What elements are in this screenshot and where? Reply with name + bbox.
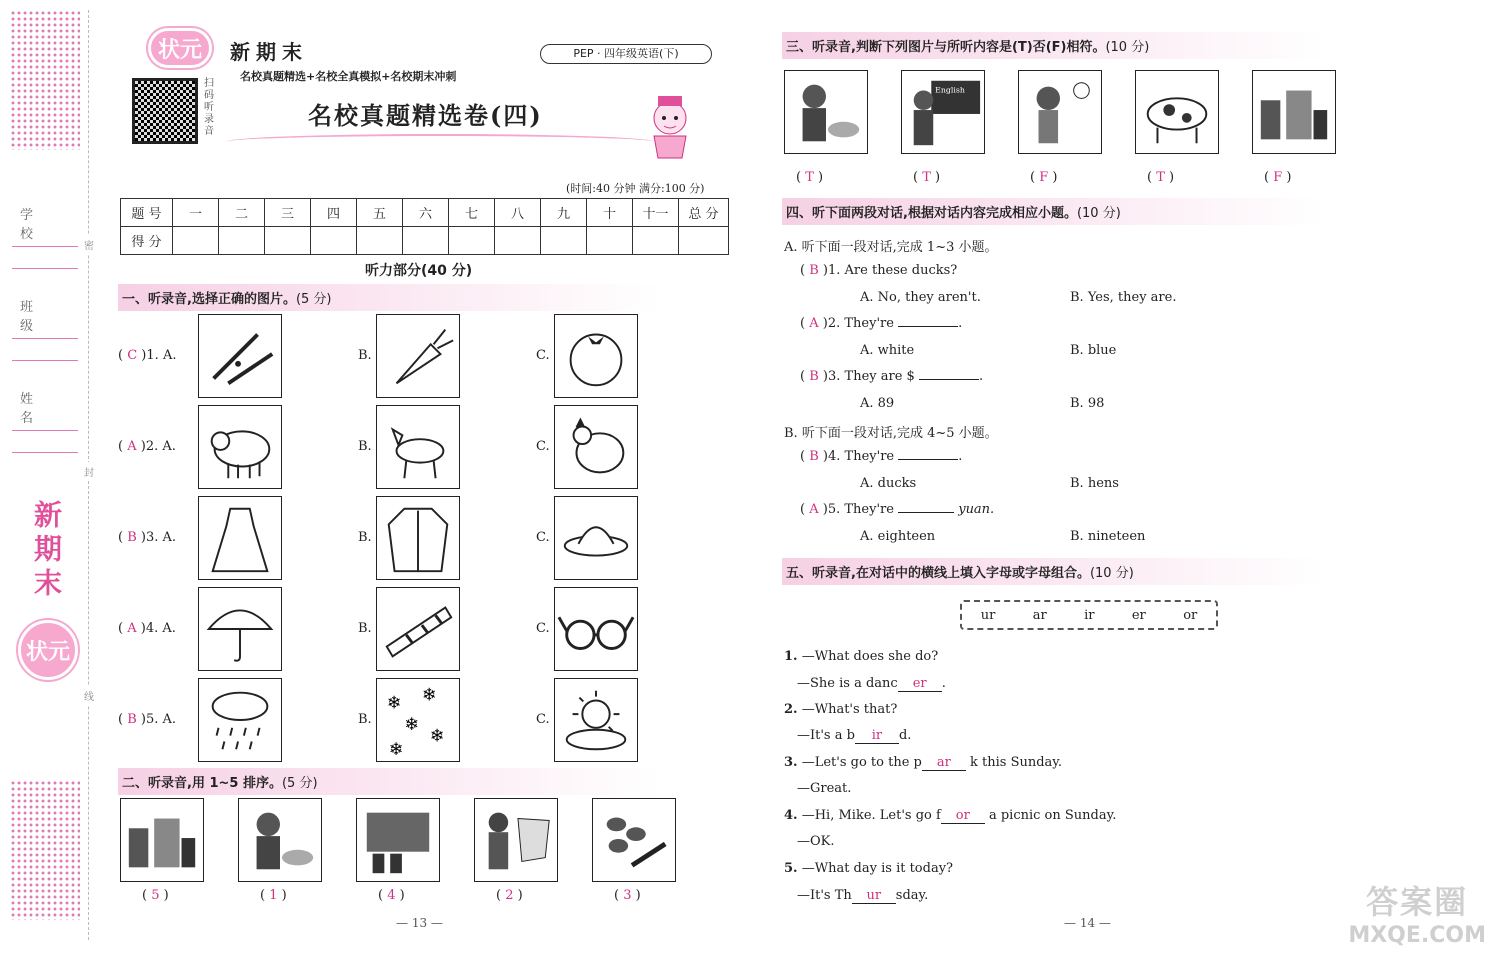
option-label: B. bbox=[358, 439, 372, 454]
sec3-picture-5[interactable] bbox=[1252, 70, 1336, 154]
decor-dots-top bbox=[10, 10, 80, 150]
seal-mark-1: 密 bbox=[84, 235, 94, 254]
sidebar-logo: 状元 bbox=[18, 620, 78, 680]
blank-5: ur bbox=[852, 888, 896, 904]
subject-tag: PEP · 四年级英语(下) bbox=[540, 44, 712, 64]
sec1-question-1[interactable]: ( C )1. A. bbox=[118, 348, 177, 363]
sec5-header bbox=[782, 558, 1384, 585]
snowy-icon[interactable] bbox=[376, 678, 460, 762]
sec4-q5-b[interactable]: B. nineteen bbox=[1070, 529, 1146, 544]
name-label: 姓 名 bbox=[12, 384, 78, 431]
sec5-item3-reply: —Great. bbox=[797, 781, 852, 796]
carrot-vegetables-icon[interactable] bbox=[198, 314, 282, 398]
sec1-title: 一、听录音,选择正确的图片。 bbox=[122, 292, 296, 307]
sec4-header bbox=[782, 198, 1384, 225]
seal-mark-2: 封 bbox=[84, 462, 94, 481]
paper-title: 名校真题精选卷(四) bbox=[308, 101, 543, 130]
score-head-11: 十一 bbox=[633, 199, 679, 227]
sec4-q4-a[interactable]: A. ducks bbox=[860, 476, 917, 491]
sec4-title: 四、听下面两段对话,根据对话内容完成相应小题。 bbox=[786, 206, 1077, 221]
sec1-header bbox=[118, 284, 720, 311]
option-label: B. bbox=[358, 712, 372, 727]
carrot-icon[interactable] bbox=[376, 314, 460, 398]
title-swoosh bbox=[225, 134, 655, 150]
letter-bank bbox=[960, 600, 1218, 630]
goat-icon[interactable] bbox=[376, 405, 460, 489]
name-field[interactable] bbox=[12, 384, 78, 453]
option-label: C. bbox=[536, 530, 550, 545]
score-head-5: 五 bbox=[357, 199, 403, 227]
sec4-q1[interactable]: ( B )1. Are these ducks? bbox=[800, 263, 958, 278]
svg-text:❄: ❄ bbox=[421, 685, 437, 706]
mascot-icon bbox=[640, 90, 700, 160]
decor-dots-bottom bbox=[10, 780, 80, 920]
sheep-icon[interactable] bbox=[198, 405, 282, 489]
sec2-picture-4[interactable] bbox=[474, 798, 558, 882]
letter-option: ir bbox=[1084, 607, 1095, 623]
hen-icon[interactable] bbox=[554, 405, 638, 489]
listening-header: 听力部分(40 分) bbox=[365, 263, 473, 279]
rainy-icon[interactable] bbox=[198, 678, 282, 762]
score-head-3: 三 bbox=[265, 199, 311, 227]
sec4-q3[interactable]: ( B )3. They are $ . bbox=[800, 369, 984, 384]
qr-code[interactable] bbox=[132, 78, 198, 144]
class-field[interactable] bbox=[12, 292, 78, 361]
scarf-icon[interactable] bbox=[376, 587, 460, 671]
sec4-q4[interactable]: ( B )4. They're . bbox=[800, 449, 963, 464]
vertical-series-title: 新期末 bbox=[30, 500, 63, 602]
score-head-4: 四 bbox=[311, 199, 357, 227]
series-title: 新期末 bbox=[230, 40, 308, 64]
score-head-12: 总 分 bbox=[679, 199, 729, 227]
sec5-item2-q: 2. —What's that? bbox=[784, 702, 898, 717]
sec2-answer-5[interactable]: ( 3 ) bbox=[614, 888, 641, 903]
blank-3: ar bbox=[922, 755, 966, 771]
sec3-title: 三、听录音,判断下列图片与所听内容是(T)否(F)相符。 bbox=[786, 40, 1106, 55]
option-label: B. bbox=[358, 348, 372, 363]
sec2-answer-2[interactable]: ( 1 ) bbox=[260, 888, 287, 903]
class-label: 班 级 bbox=[12, 292, 78, 339]
score-table bbox=[120, 198, 729, 255]
sec5-points: (10 分) bbox=[1089, 566, 1134, 581]
score-head-7: 七 bbox=[449, 199, 495, 227]
subtitle-line: 名校真题精选+名校全真模拟+名校期末冲刺 bbox=[240, 70, 457, 83]
score-head-10: 十 bbox=[587, 199, 633, 227]
score-head-0: 题 号 bbox=[121, 199, 173, 227]
sec3-answer-5[interactable]: ( F ) bbox=[1264, 170, 1292, 185]
sec2-picture-3[interactable] bbox=[356, 798, 440, 882]
score-head-8: 八 bbox=[495, 199, 541, 227]
sec3-answer-3[interactable]: ( F ) bbox=[1030, 170, 1058, 185]
sec1-points: (5 分) bbox=[295, 292, 332, 307]
sec4-part-a: A. 听下面一段对话,完成 1~3 小题。 bbox=[784, 240, 998, 255]
blank-2: ir bbox=[855, 728, 899, 744]
sec2-header bbox=[118, 768, 720, 795]
letter-option: or bbox=[1183, 607, 1198, 623]
sec3-answer-4[interactable]: ( T ) bbox=[1147, 170, 1175, 185]
option-label: C. bbox=[536, 712, 550, 727]
score-head-1: 一 bbox=[173, 199, 219, 227]
sec2-picture-5[interactable] bbox=[592, 798, 676, 882]
sec1-question-3[interactable]: ( B )3. A. bbox=[118, 530, 177, 545]
svg-text:❄: ❄ bbox=[388, 740, 404, 761]
sec4-part-b: B. 听下面一段对话,完成 4~5 小题。 bbox=[784, 426, 998, 441]
jacket-icon[interactable] bbox=[376, 496, 460, 580]
score-row-label: 得 分 bbox=[121, 227, 173, 255]
sec1-question-4[interactable]: ( A )4. A. bbox=[118, 621, 176, 636]
sec4-q4-b[interactable]: B. hens bbox=[1070, 476, 1119, 491]
svg-text:❄: ❄ bbox=[404, 714, 420, 735]
sec1-question-5[interactable]: ( B )5. A. bbox=[118, 712, 177, 727]
sec4-q2-b[interactable]: B. blue bbox=[1070, 343, 1117, 358]
umbrella-icon[interactable] bbox=[198, 587, 282, 671]
svg-text:❄: ❄ bbox=[386, 693, 402, 714]
sec2-answer-3[interactable]: ( 4 ) bbox=[378, 888, 405, 903]
sec2-title: 二、听录音,用 1~5 排序。 bbox=[122, 776, 282, 791]
school-label: 学 校 bbox=[12, 200, 78, 247]
sec4-points: (10 分) bbox=[1076, 206, 1121, 221]
sec3-header bbox=[782, 32, 1384, 59]
sec5-item1-q: 1. —What does she do? bbox=[784, 649, 939, 664]
score-head-2: 二 bbox=[219, 199, 265, 227]
sec3-picture-2[interactable] bbox=[901, 70, 985, 154]
sec5-item1-a[interactable]: —She is a danc er . bbox=[797, 676, 946, 691]
sec5-item4-reply: —OK. bbox=[797, 834, 835, 849]
sec4-q5-a[interactable]: A. eighteen bbox=[860, 529, 936, 544]
score-head-9: 九 bbox=[541, 199, 587, 227]
letter-option: ar bbox=[1032, 607, 1047, 623]
page-number-right: — 14 — bbox=[1064, 916, 1111, 930]
sec3-picture-1[interactable] bbox=[784, 70, 868, 154]
letter-option: er bbox=[1131, 607, 1146, 623]
option-label: C. bbox=[536, 348, 550, 363]
glasses-icon[interactable] bbox=[554, 587, 638, 671]
sec5-item3-q[interactable]: 3. —Let's go to the p ar k this Sunday. bbox=[784, 755, 1063, 770]
brand-logo: 状元 bbox=[148, 28, 212, 68]
sec1-question-2[interactable]: ( A )2. A. bbox=[118, 439, 176, 454]
school-field[interactable] bbox=[12, 200, 78, 269]
sunny-icon[interactable] bbox=[554, 678, 638, 762]
sec3-points: (10 分) bbox=[1105, 40, 1150, 55]
sec4-q3-a[interactable]: A. 89 bbox=[860, 396, 895, 411]
sec4-q1-b[interactable]: B. Yes, they are. bbox=[1070, 290, 1177, 305]
hat-icon[interactable] bbox=[554, 496, 638, 580]
sec2-points: (5 分) bbox=[281, 776, 318, 791]
sec4-q5[interactable]: ( A )5. They're yuan. bbox=[800, 502, 995, 517]
option-label: B. bbox=[358, 530, 372, 545]
blank-4: or bbox=[941, 808, 985, 824]
letter-option: ur bbox=[980, 607, 996, 623]
option-label: C. bbox=[536, 621, 550, 636]
page-number-left: — 13 — bbox=[396, 916, 443, 930]
sec5-item5-q: 5. —What day is it today? bbox=[784, 861, 954, 876]
sec5-item2-a[interactable]: —It's a b ir d. bbox=[797, 728, 912, 743]
sec5-title: 五、听录音,在对话中的横线上填入字母或字母组合。 bbox=[786, 566, 1090, 581]
sec5-item5-a[interactable]: —It's Th ur sday. bbox=[797, 888, 929, 903]
sec3-answer-1[interactable]: ( T ) bbox=[796, 170, 824, 185]
time-info: (时间:40 分钟 满分:100 分) bbox=[566, 182, 705, 195]
sec2-answer-1[interactable]: ( 5 ) bbox=[142, 888, 169, 903]
sec4-q2[interactable]: ( A )2. They're . bbox=[800, 316, 963, 331]
sec4-q1-a[interactable]: A. No, they aren't. bbox=[860, 290, 981, 305]
sec2-picture-2[interactable] bbox=[238, 798, 322, 882]
sec3-answer-2[interactable]: ( T ) bbox=[913, 170, 941, 185]
option-label: B. bbox=[358, 621, 372, 636]
sec5-item4-q[interactable]: 4. —Hi, Mike. Let's go f or a picnic on Sunday. bbox=[784, 808, 1117, 823]
score-head-6: 六 bbox=[403, 199, 449, 227]
sec3-picture-3[interactable] bbox=[1018, 70, 1102, 154]
option-label: C. bbox=[536, 439, 550, 454]
sec4-q3-b[interactable]: B. 98 bbox=[1070, 396, 1105, 411]
sec2-picture-1[interactable] bbox=[120, 798, 204, 882]
svg-text:English: English bbox=[935, 85, 965, 95]
sec2-answer-4[interactable]: ( 2 ) bbox=[496, 888, 523, 903]
svg-text:❄: ❄ bbox=[429, 726, 445, 747]
sec3-picture-4[interactable] bbox=[1135, 70, 1219, 154]
blank-1: er bbox=[898, 676, 942, 692]
qr-caption: 扫码听录音 bbox=[204, 78, 214, 137]
sec4-q2-a[interactable]: A. white bbox=[860, 343, 915, 358]
tomato-icon[interactable] bbox=[554, 314, 638, 398]
dress-icon[interactable] bbox=[198, 496, 282, 580]
seal-mark-3: 线 bbox=[84, 686, 94, 705]
watermark: 答案圈 MXQE.COM bbox=[1348, 883, 1486, 948]
